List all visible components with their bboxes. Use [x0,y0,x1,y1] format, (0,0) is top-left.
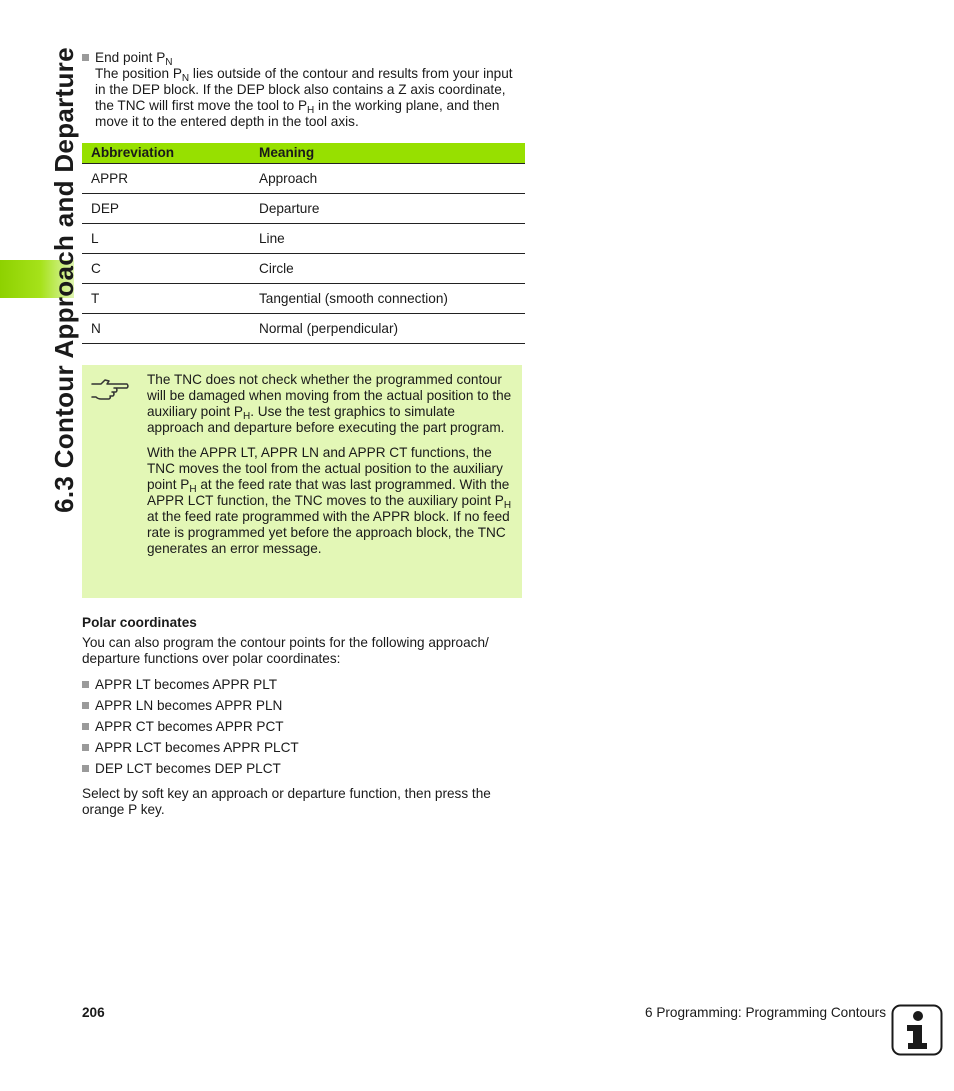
table-cell-abbreviation: T [82,284,250,314]
info-icon [891,1004,943,1060]
table-cell-meaning: Circle [250,254,525,284]
list-item: DEP LCT becomes DEP PLCT [82,761,522,782]
bullet-square-icon [82,54,89,61]
table-cell-abbreviation: APPR [82,164,250,194]
list-item: APPR CT becomes APPR PCT [82,719,522,740]
bullet-square-icon [82,765,89,772]
table-cell-abbreviation: L [82,224,250,254]
table-cell-meaning: Tangential (smooth connection) [250,284,525,314]
pointing-hand-icon [90,375,130,405]
polar-coordinates-heading: Polar coordinates [82,615,197,630]
note-text [147,372,515,566]
end-point-description: The position $P_N$ lies outside of the contour and results from your input in the DEP block. If the DEP block also contains a Z axis coordinate, the TNC will first move the tool to $P_H$ in the working plane, and then move it to the entered depth in the tool axis. [95,66,513,129]
table-header-row [82,143,525,164]
column-header-meaning: Meaning [250,143,525,164]
table-row [82,284,525,314]
table-cell-abbreviation: N [82,314,250,344]
side-chapter-title: 6.3 Contour Approach and Departure [49,47,79,513]
polar-coordinates-intro: You can also program the contour points for the following approach/ departure functions over polar coordinates: [82,635,489,666]
table-row [82,254,525,284]
polar-coordinates-instruction: Select by soft key an approach or departure function, then press the orange P key. [82,786,491,817]
bullet-square-icon [82,744,89,751]
abbreviation-table [82,143,525,344]
table-cell-abbreviation: DEP [82,194,250,224]
table-cell-meaning: Approach [250,164,525,194]
table-cell-abbreviation: C [82,254,250,284]
table-cell-meaning: Normal (perpendicular) [250,314,525,344]
chapter-footer: 6 Programming: Programming Contours [644,1005,886,1020]
table-row [82,194,525,224]
bullet-square-icon [82,681,89,688]
end-point-heading: End point $P_N$ [82,50,522,66]
page-number: 206 [82,1005,105,1020]
note-paragraph: With the APPR LT, APPR LN and APPR CT functions, the TNC moves the tool from the actual position to the auxiliary point $P_H$ at the feed rate that was last programmed. With the APPR LCT function, the TNC moves to the auxiliary point $P_H$ at the feed rate programmed with the APPR block. If no feed rate is programmed yet before the approach block, the TNC generates an error message. [147,445,512,556]
table-row [82,164,525,194]
table-row [82,224,525,254]
table-cell-meaning: Departure [250,194,525,224]
list-item: APPR LCT becomes APPR PLCT [82,740,522,761]
note-box [82,365,522,598]
end-point-section [82,50,522,130]
table-cell-meaning: Line [250,224,525,254]
polar-function-list [82,677,522,782]
bullet-square-icon [82,702,89,709]
column-header-abbreviation: Abbreviation [82,143,250,164]
bullet-square-icon [82,723,89,730]
list-item: APPR LT becomes APPR PLT [82,677,522,698]
note-paragraph: The TNC does not check whether the programmed contour will be damaged when moving from the actual position to the auxiliary point $P_H$. Use the test graphics to simulate approach and departure before executing the part program. [147,372,512,435]
table-row [82,314,525,344]
list-item: APPR LN becomes APPR PLN [82,698,522,719]
